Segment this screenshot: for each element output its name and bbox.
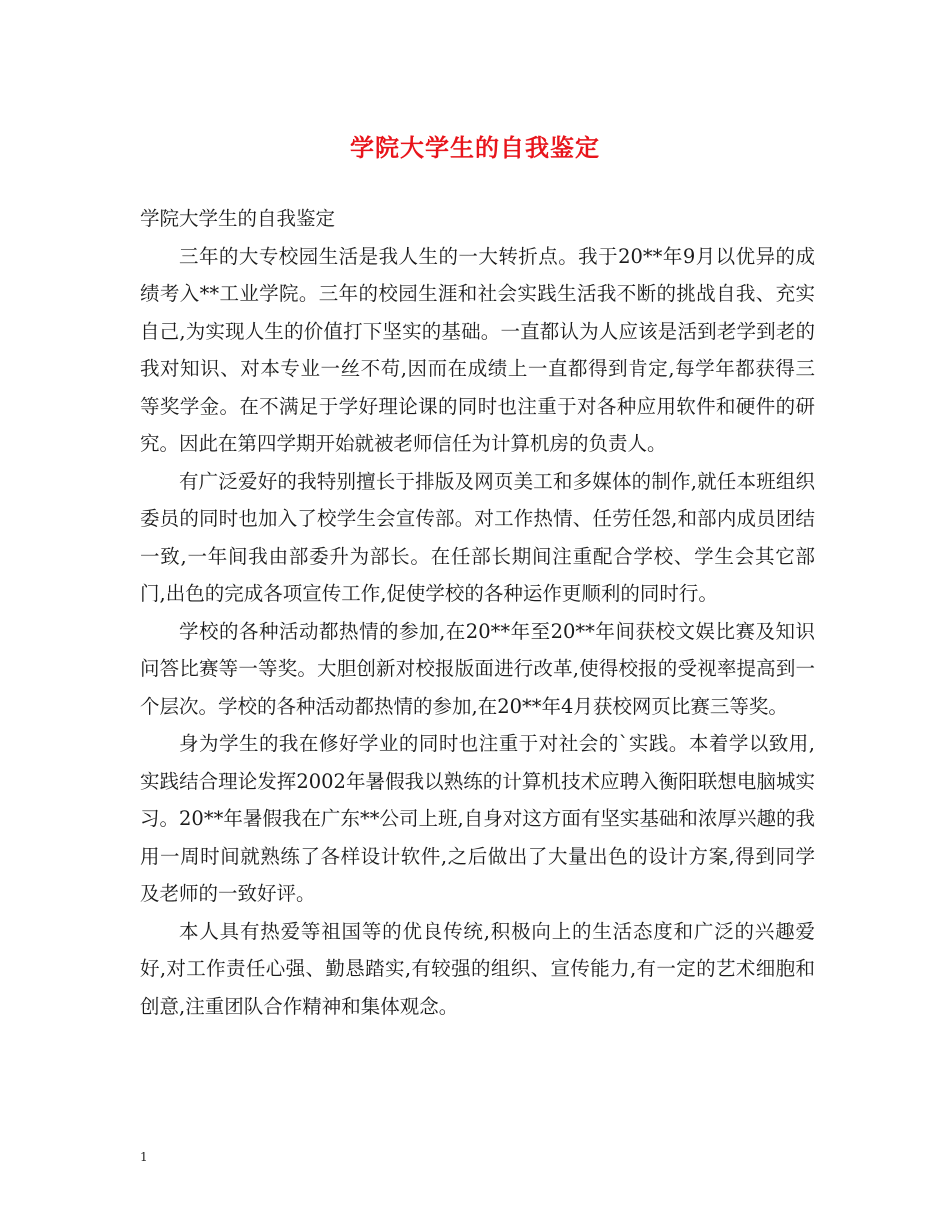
- page-number: 1: [140, 1150, 148, 1164]
- paragraph-5: 本人具有热爱等祖国等的优良传统,积极向上的生活态度和广泛的兴趣爱好,对工作责任心强、勤恳踏实,有较强的组织、宣传能力,有一定的艺术细胞和创意,注重团队合作精神和集体观念。: [140, 919, 815, 1018]
- paragraph-2: 有广泛爱好的我特别擅长于排版及网页美工和多媒体的制作,就任本班组织委员的同时也加入了校学生会宣传部。对工作热情、任劳任怨,和部内成员团结一致,一年间我由部委升为部长。在任部长期间注重配合学校、学生会其它部门,出色的完成各项宣传工作,促使学校的各种运作更顺利的同时行。: [140, 469, 815, 605]
- paragraph-3: 学校的各种活动都热情的参加,在20**年至20**年间获校文娱比赛及知识问答比赛等一等奖。大胆创新对校报版面进行改革,使得校报的受视率提高到一个层次。学校的各种活动都热情的参加,在20**年4月获校网页比赛三等奖。: [140, 619, 815, 718]
- document-subtitle: 学院大学生的自我鉴定: [140, 207, 336, 230]
- document-title: 学院大学生的自我鉴定: [350, 133, 600, 162]
- paragraph-4: 身为学生的我在修好学业的同时也注重于对社会的`实践。本着学以致用,实践结合理论发挥2002年暑假我以熟练的计算机技术应聘入衡阳联想电脑城实习。20**年暑假我在广东**公司上班,自身对这方面有坚实基础和浓厚兴趣的我用一周时间就熟练了各样设计软件,之后做出了大量出色的设计方案,得到同学及老师的一致好评。: [140, 732, 815, 905]
- paragraph-1: 三年的大专校园生活是我人生的一大转折点。我于20**年9月以优异的成绩考入**工业学院。三年的校园生涯和社会实践生活我不断的挑战自我、充实自己,为实现人生的价值打下坚实的基础。一直都认为人应该是活到老学到老的我对知识、对本专业一丝不苟,因而在成绩上一直都得到肯定,每学年都获得三等奖学金。在不满足于学好理论课的同时也注重于对各种应用软件和硬件的研究。因此在第四学期开始就被老师信任为计算机房的负责人。: [140, 244, 815, 455]
- document-body: [140, 200, 815, 1025]
